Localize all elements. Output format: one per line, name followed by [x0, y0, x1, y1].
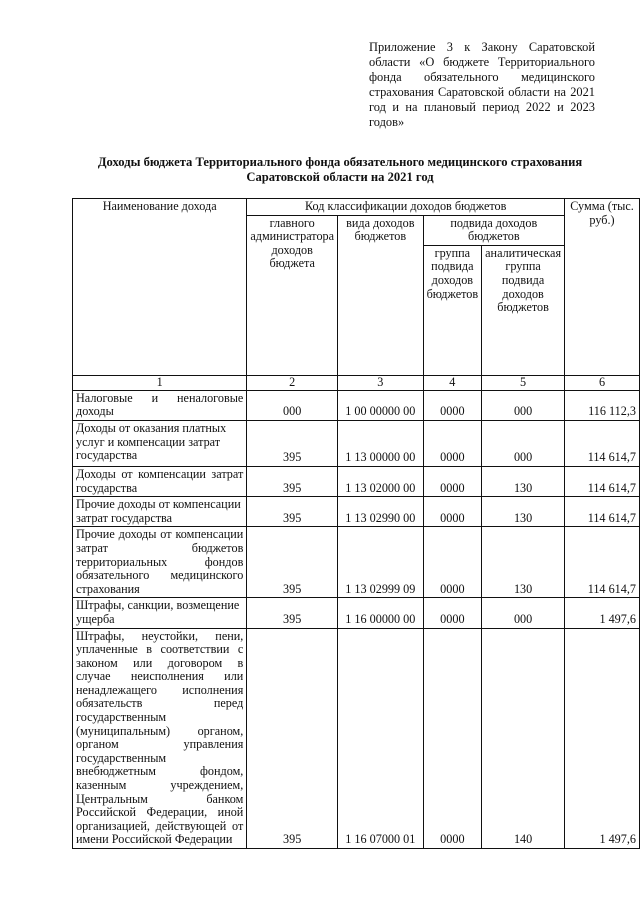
row-sum: 114 614,7 — [565, 497, 640, 527]
row-name: Доходы от компенсации затрат государства — [73, 466, 247, 496]
row-group: 0000 — [423, 527, 482, 598]
title-line-2: Саратовской области на 2021 год — [246, 170, 434, 184]
row-name: Штрафы, санкции, возмещение ущерба — [73, 598, 247, 628]
row-name: Доходы от оказания платных услуг и компенсации затрат государства — [73, 420, 247, 466]
row-sum: 114 614,7 — [565, 466, 640, 496]
row-vid: 1 13 00000 00 — [338, 420, 424, 466]
col-number: 2 — [247, 375, 338, 390]
row-admin: 395 — [247, 497, 338, 527]
row-vid: 1 13 02990 00 — [338, 497, 424, 527]
row-vid: 1 13 02999 09 — [338, 527, 424, 598]
row-admin: 395 — [247, 628, 338, 849]
row-sum: 1 497,6 — [565, 628, 640, 849]
row-name: Прочие доходы от компенсации затрат бюджетов территориальных фондов обязательного медицинского страхования — [73, 527, 247, 598]
row-sum: 114 614,7 — [565, 420, 640, 466]
row-admin: 000 — [247, 390, 338, 420]
row-admin: 395 — [247, 420, 338, 466]
col-number: 1 — [73, 375, 247, 390]
table-row — [73, 497, 640, 527]
col-number: 6 — [565, 375, 640, 390]
row-vid: 1 00 00000 00 — [338, 390, 424, 420]
row-vid: 1 16 07000 01 — [338, 628, 424, 849]
table-row — [73, 390, 640, 420]
row-analytic: 130 — [482, 466, 565, 496]
row-vid: 1 16 00000 00 — [338, 598, 424, 628]
row-group: 0000 — [423, 628, 482, 849]
appendix-note: Приложение 3 к Закону Саратовской области «О бюджете Территориального фонда обязательного медицинского страхования Саратовской области на 2021 год и на плановый период 2022 и 2023 годов» — [369, 40, 595, 129]
table-row — [73, 420, 640, 466]
table-row — [73, 628, 640, 849]
header-podvid: подвида доходов бюджетов — [423, 215, 564, 245]
row-sum: 1 497,6 — [565, 598, 640, 628]
table-row — [73, 598, 640, 628]
header-code: Код классификации доходов бюджетов — [247, 199, 565, 216]
row-group: 0000 — [423, 598, 482, 628]
page-title — [60, 155, 620, 185]
row-analytic: 000 — [482, 420, 565, 466]
row-vid: 1 13 02000 00 — [338, 466, 424, 496]
row-admin: 395 — [247, 466, 338, 496]
row-analytic: 130 — [482, 497, 565, 527]
row-analytic: 000 — [482, 598, 565, 628]
row-group: 0000 — [423, 497, 482, 527]
row-analytic: 130 — [482, 527, 565, 598]
header-sum: Сумма (тыс. руб.) — [565, 199, 640, 376]
header-analytic: аналитическая группа подвида доходов бюджетов — [482, 245, 565, 375]
row-group: 0000 — [423, 466, 482, 496]
row-group: 0000 — [423, 390, 482, 420]
header-vid: вида доходов бюджетов — [338, 215, 424, 375]
col-number: 3 — [338, 375, 424, 390]
table-row — [73, 466, 640, 496]
title-line-1: Доходы бюджета Территориального фонда обязательного медицинского страхования — [97, 155, 583, 169]
row-analytic: 000 — [482, 390, 565, 420]
col-number: 4 — [423, 375, 482, 390]
row-name: Штрафы, неустойки, пени, уплаченные в соответствии с законом или договором в случае неисполнения или ненадлежащего исполнения обязательств перед государственным (муниципальным) органом, органом управления государственным внебюджетным фондом, казенным учреждением, Центральным банком Российской Федерации, иной организацией, действующей от имени Российской Федерации — [73, 628, 247, 849]
row-admin: 395 — [247, 598, 338, 628]
row-analytic: 140 — [482, 628, 565, 849]
header-group: группа подвида доходов бюджетов — [423, 245, 482, 375]
row-sum: 116 112,3 — [565, 390, 640, 420]
header-admin: главного администратора доходов бюджета — [247, 215, 338, 375]
row-name: Прочие доходы от компенсации затрат государства — [73, 497, 247, 527]
row-sum: 114 614,7 — [565, 527, 640, 598]
row-admin: 395 — [247, 527, 338, 598]
row-group: 0000 — [423, 420, 482, 466]
header-name: Наименование дохода — [73, 199, 247, 376]
income-table — [72, 198, 640, 849]
column-numbers-row — [73, 375, 640, 390]
table-row — [73, 527, 640, 598]
col-number: 5 — [482, 375, 565, 390]
row-name: Налоговые и неналоговые доходы — [73, 390, 247, 420]
